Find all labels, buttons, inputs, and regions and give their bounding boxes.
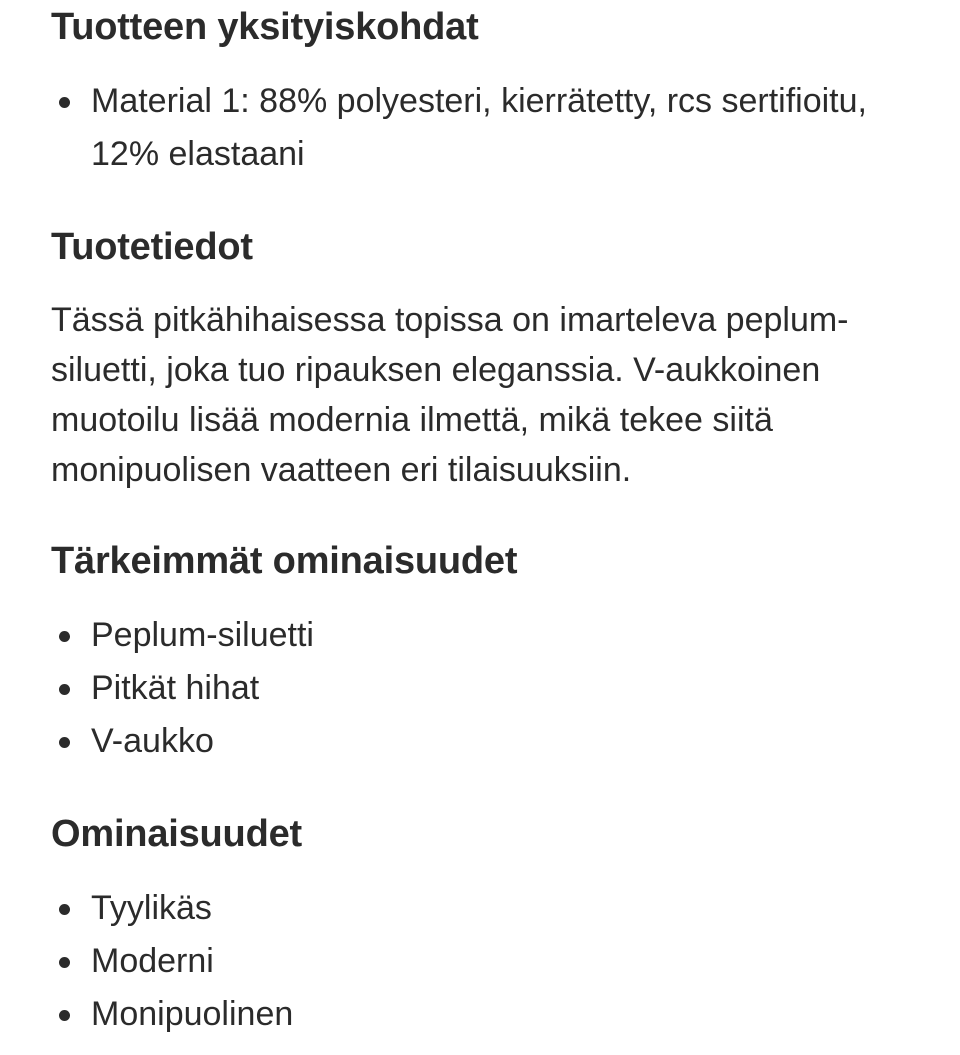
list-item (51, 75, 871, 181)
section-title-product-info: Tuotetiedot (51, 226, 253, 268)
list-item (51, 715, 871, 768)
features-list (51, 882, 871, 1041)
list-item-text: Material 1: 88% polyesteri, kierrätetty, rcs sertifioitu, 12% elastaani (91, 82, 867, 173)
bullet-icon (59, 631, 70, 642)
bullet-icon (59, 97, 70, 108)
material-list (51, 75, 871, 181)
bullet-icon (59, 684, 70, 695)
list-item (51, 662, 871, 715)
list-item (51, 882, 871, 935)
list-item (51, 988, 871, 1041)
list-item-text: Tyylikäs (91, 889, 212, 927)
list-item-text: Monipuolinen (91, 995, 294, 1033)
list-item (51, 609, 871, 662)
section-title-features: Ominaisuudet (51, 813, 302, 855)
bullet-icon (59, 737, 70, 748)
section-title-key-features: Tärkeimmät ominaisuudet (51, 540, 518, 582)
list-item-text: Moderni (91, 942, 214, 980)
section-title-product-details: Tuotteen yksityiskohdat (51, 6, 479, 48)
list-item-text: Peplum-siluetti (91, 616, 314, 654)
bullet-icon (59, 904, 70, 915)
key-features-list (51, 609, 871, 768)
list-item-text: V-aukko (91, 722, 214, 760)
product-description: Tässä pitkähihaisessa topissa on imarteleva peplum-siluetti, joka tuo ripauksen eleganssia. V-aukkoinen muotoilu lisää modernia ilmettä, mikä tekee siitä monipuolisen vaatteen eri tilaisuuksiin. (51, 301, 849, 489)
bullet-icon (59, 1010, 70, 1021)
list-item-text: Pitkät hihat (91, 669, 260, 707)
list-item (51, 935, 871, 988)
bullet-icon (59, 957, 70, 968)
